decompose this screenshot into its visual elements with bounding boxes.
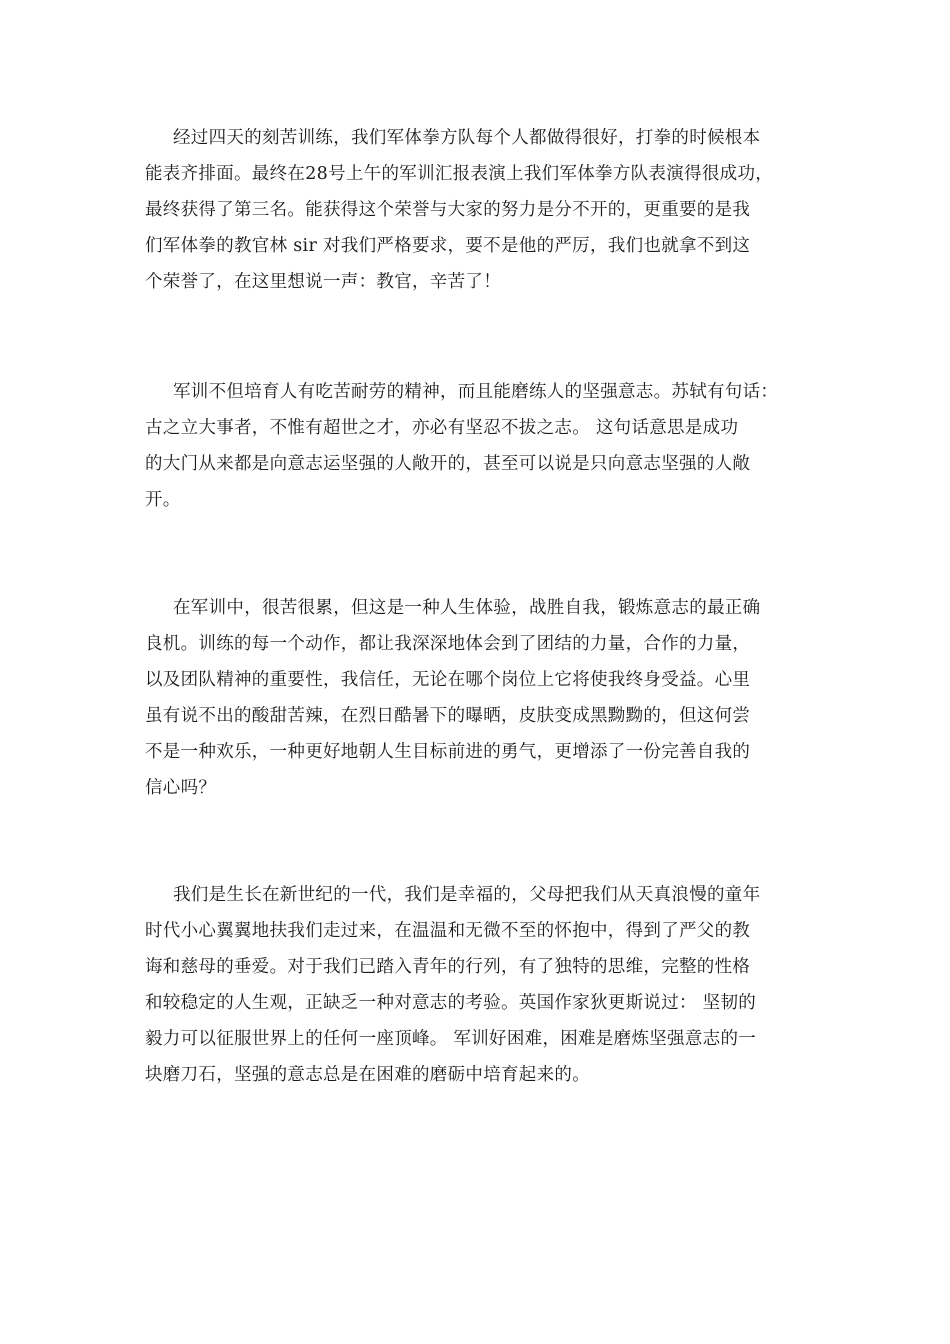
paragraph-line: 经过四天的刻苦训练，我们军体拳方队每个人都做得很好，打拳的时候根本 (173, 128, 761, 148)
paragraph-line: 信心吗？ (145, 778, 217, 798)
paragraph-line: 能表齐排面。最终在28号上午的军训汇报表演上我们军体拳方队表演得很成功， (145, 164, 774, 184)
paragraph-line: 们军体拳的教官林 sir 对我们严格要求，要不是他的严厉，我们也就拿不到这 (145, 236, 751, 256)
paragraph-line: 最终获得了第三名。能获得这个荣誉与大家的努力是分不开的，更重要的是我 (145, 200, 751, 220)
paragraph-line: 开。 (145, 490, 181, 510)
paragraph-line: 毅力可以征服世界上的任何一座顶峰。 军训好困难，困难是磨炼坚强意志的一 (145, 1029, 757, 1049)
paragraph-line: 的大门从来都是向意志运坚强的人敞开的，甚至可以说是只向意志坚强的人敞 (145, 454, 751, 474)
paragraph-4 (145, 877, 815, 1093)
paragraph-line: 不是一种欢乐，一种更好地朝人生目标前进的勇气，更增添了一份完善自我的 (145, 742, 751, 762)
paragraph-line: 诲和慈母的垂爱。对于我们已踏入青年的行列，有了独特的思维，完整的性格 (145, 957, 751, 977)
paragraph-line: 我们是生长在新世纪的一代，我们是幸福的，父母把我们从天真浪慢的童年 (173, 885, 761, 905)
paragraph-line: 在军训中，很苦很累，但这是一种人生体验，战胜自我，锻炼意志的最正确 (173, 598, 761, 618)
paragraph-line: 和较稳定的人生观，正缺乏一种对意志的考验。英国作家狄更斯说过： 坚韧的 (145, 993, 757, 1013)
paragraph-1 (145, 120, 815, 300)
paragraph-line: 以及团队精神的重要性，我信任，无论在哪个岗位上它将使我终身受益。心里 (145, 670, 751, 690)
paragraph-line: 良机。训练的每一个动作，都让我深深地体会到了团结的力量，合作的力量， (145, 634, 751, 654)
paragraph-line: 古之立大事者，不惟有超世之才，亦必有坚忍不拔之志。 这句话意思是成功 (145, 418, 739, 438)
paragraph-line: 军训不但培育人有吃苦耐劳的精神，而且能磨练人的坚强意志。苏轼有句话： (173, 382, 779, 402)
paragraph-line: 虽有说不出的酸甜苦辣，在烈日酷暑下的曝晒，皮肤变成黑黝黝的，但这何尝 (145, 706, 751, 726)
paragraph-3 (145, 590, 815, 806)
paragraph-line: 时代小心翼翼地扶我们走过来，在温温和无微不至的怀抱中，得到了严父的教 (145, 921, 751, 941)
paragraph-2 (145, 374, 815, 518)
paragraph-line: 个荣誉了，在这里想说一声：教官，辛苦了！ (145, 272, 501, 292)
paragraph-line: 块磨刀石，坚强的意志总是在困难的磨砺中培育起来的。 (145, 1065, 590, 1085)
